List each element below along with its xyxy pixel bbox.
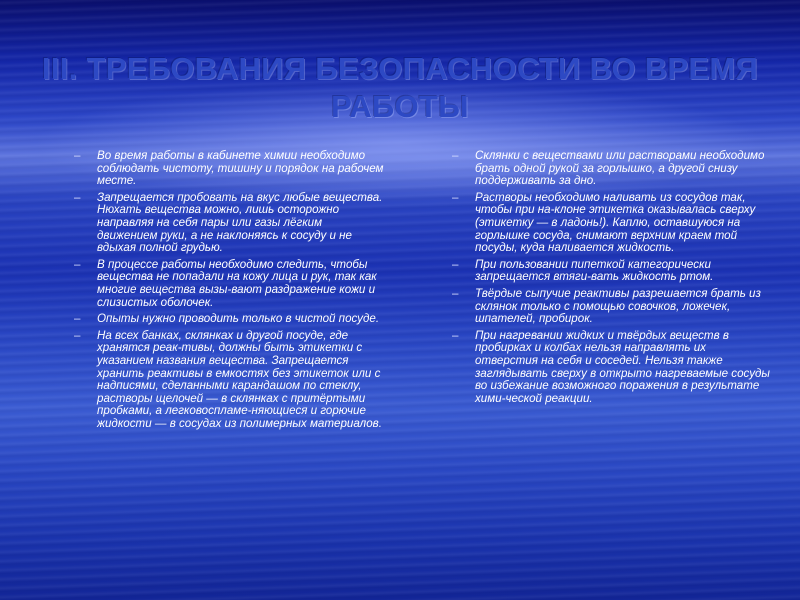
list-item-text: Склянки с веществами или растворами необходимо брать одной рукой за горлышко, а другой снизу поддерживать за дно.	[475, 149, 765, 188]
list-item	[72, 192, 384, 255]
right-bullet-list	[450, 150, 770, 409]
bullet-dash: –	[452, 190, 459, 204]
list-item-text: В процессе работы необходимо следить, чтобы вещества не попадали на кожу лица и рук, так как многие вещества вызы-вают раздражение кожи и слизистых оболочек.	[97, 257, 377, 309]
list-item	[72, 259, 384, 309]
list-item-text: При нагревании жидких и твёрдых веществ в пробирках и колбах нельзя направлять их отверстия на себя и соседей. Нельзя также заглядывать сверху в открыто нагреваемые сосуды во избежание возможного поражения в результате хими-ческой реакции.	[475, 328, 770, 405]
bullet-dash: –	[74, 312, 81, 326]
list-item	[72, 150, 384, 188]
slide-title: III. ТРЕБОВАНИЯ БЕЗОПАСНОСТИ ВО ВРЕМЯ РАБОТЫ	[41, 51, 759, 124]
list-item	[450, 192, 770, 255]
list-item-text: На всех банках, склянках и другой посуде, где хранятся реак-тивы, должны быть этикетки с указанием названия вещества. Запрещается хранить реактивы в емкостях без этикеток или с надписями, сделанными карандашом по стеклу, растворы щелочей — в склянках с притёртыми пробками, а легковоспламе-няющиеся и горючие жидкости — в сосудах из полимерных материалов.	[97, 328, 382, 430]
bullet-dash: –	[74, 257, 81, 271]
bullet-dash: –	[452, 328, 459, 342]
list-item-text: Во время работы в кабинете химии необходимо соблюдать чистоту, тишину и порядок на рабочем месте.	[97, 149, 384, 188]
list-item-text: Твёрдые сыпучие реактивы разрешается брать из склянок только с помощью совочков, ложечек, шпателей, пробирок.	[475, 286, 761, 326]
list-item	[450, 330, 770, 406]
bullet-dash: –	[452, 149, 459, 162]
list-item	[72, 313, 384, 326]
bullet-dash: –	[74, 328, 81, 342]
left-bullet-list	[72, 150, 384, 434]
bullet-dash: –	[74, 149, 81, 162]
bullet-dash: –	[74, 190, 81, 204]
list-item	[450, 150, 770, 188]
bullet-dash: –	[452, 286, 459, 300]
list-item	[450, 259, 770, 284]
list-item-text: При пользовании пипеткой категорически запрещается втяги-вать жидкость ртом.	[475, 257, 714, 284]
list-item-text: Запрещается пробовать на вкус любые вещества. Нюхать вещества можно, лишь осторожно направляя на себя пары или газы лёгким движением руки, а не наклоняясь к сосуду и не вдыхая полной грудью.	[97, 190, 383, 255]
bullet-dash: –	[452, 257, 459, 271]
list-item	[72, 330, 384, 431]
list-item-text: Опыты нужно проводить только в чистой посуде.	[97, 312, 380, 326]
list-item-text: Растворы необходимо наливать из сосудов так, чтобы при на-клоне этикетка оказывалась сверху (этикетку — в ладонь!). Каплю, оставшуюся на горлышке сосуда, снимают верхним краем той посуды, куда наливается жидкость.	[475, 190, 756, 255]
list-item	[450, 288, 770, 326]
